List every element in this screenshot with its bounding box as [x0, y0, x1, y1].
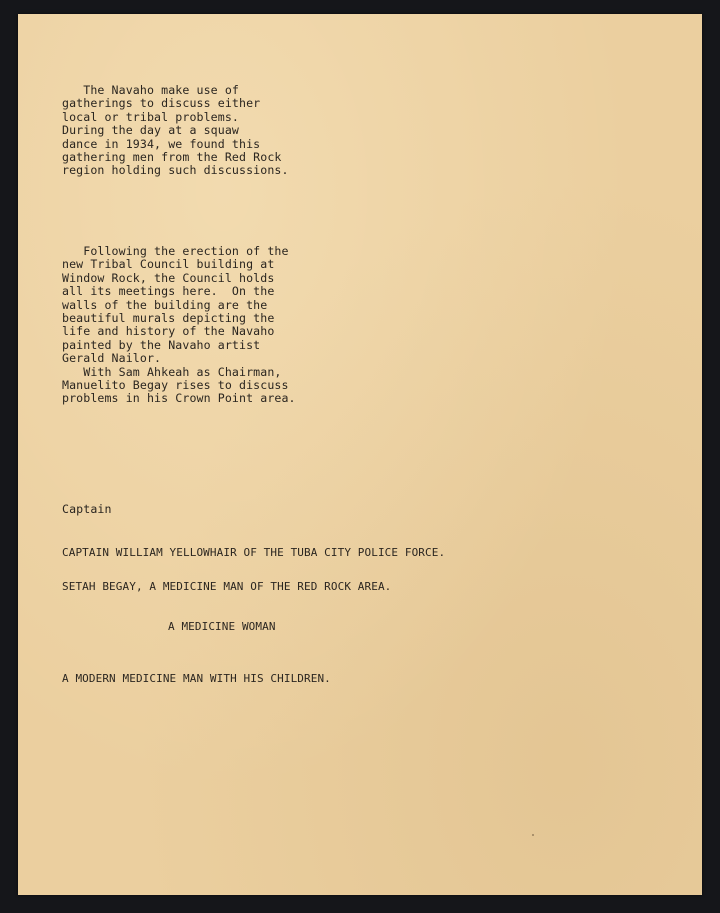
caption-medicine-woman: A MEDICINE WOMAN: [168, 620, 276, 633]
caption-setah-begay: SETAH BEGAY, A MEDICINE MAN OF THE RED ROCK AREA.: [62, 580, 392, 593]
caption-captain-yellowhair: CAPTAIN WILLIAM YELLOWHAIR OF THE TUBA CITY POLICE FORCE.: [62, 546, 446, 559]
paragraph-tribal-council: Following the erection of the new Tribal Council building at Window Rock, the Council holds all its meetings here. On the walls of the building are the beautiful murals depicting the life and history of the Navaho painted by the Navaho artist Gerald Nailor. With Sam Ahkeah as Chairman, Manuelito Begay rises to discuss problems in his Crown Point area.: [62, 244, 296, 406]
typed-page: [18, 14, 702, 895]
paragraph-squaw-dance: The Navaho make use of gatherings to discuss either local or tribal problems. During the day at a squaw dance in 1934, we found this gathering men from the Red Rock region holding such discussions.: [62, 83, 289, 178]
paper-speck: [532, 834, 534, 836]
caption-modern-medicine-man: A MODERN MEDICINE MAN WITH HIS CHILDREN.: [62, 672, 331, 685]
label-captain: Captain: [62, 502, 112, 516]
